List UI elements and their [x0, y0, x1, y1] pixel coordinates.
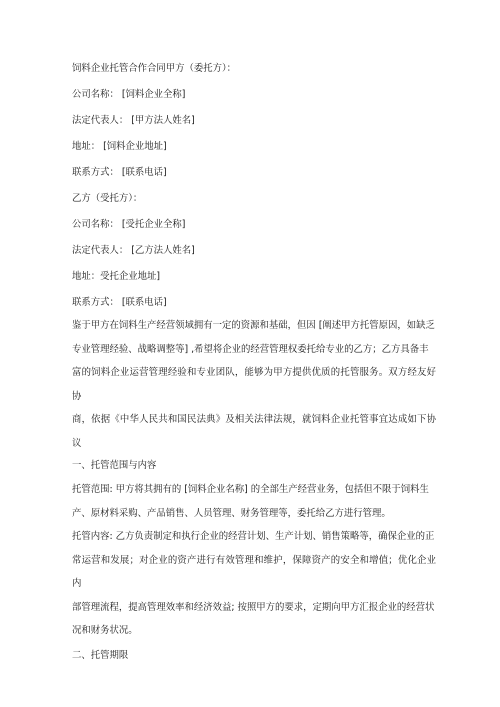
preamble-paragraph [72, 314, 436, 455]
section-1-title: 一、托管范围与内容 [72, 460, 157, 471]
content-line: 常运营和发展；对企业的资产进行有效管理和维护，保障资产的安全和增值；优化企业内 [72, 554, 436, 589]
preamble-line: 鉴于甲方在饲料生产经营领域拥有一定的资源和基础，但因 [阐述甲方托管原因，如缺乏 [72, 320, 435, 331]
party-a-company: 公司名称： [饲料企业全称] [72, 89, 186, 100]
party-b-representative: 法定代表人： [乙方法人姓名] [72, 245, 195, 256]
preamble-line: 专业管理经验、战略调整等] ,希望将企业的经营管理权委托给专业的乙方；乙方具备丰 [72, 343, 429, 355]
preamble-line: 商，依据《中华人民共和国民法典》及相关法律法规，就饲料企业托管事宜达成如下协议 [72, 414, 436, 449]
scope-paragraph [72, 478, 436, 525]
scope-line: 产、原材料采购、产品销售、人员管理、财务管理等，委托给乙方进行管理。 [72, 507, 391, 519]
party-b-address: 地址：受托企业地址] [72, 271, 161, 282]
document-page [72, 62, 436, 662]
document-title: 饲料企业托管合作合同甲方（委托方）： [72, 63, 237, 74]
preamble-line: 富的饲料企业运营管理经验和专业团队，能够为甲方提供优质的托管服务。双方经友好协 [72, 367, 436, 402]
content-paragraph [72, 525, 436, 643]
party-a-contact: 联系方式： [联系电话] [72, 167, 167, 178]
content-line: 况和财务状况。 [72, 625, 138, 636]
party-a-address: 地址： [饲料企业地址] [72, 141, 167, 152]
content-line: 托管内容: 乙方负责制定和执行企业的经营计划、生产计划、销售策略等，确保企业的正 [72, 531, 435, 542]
party-a-representative: 法定代表人： [甲方法人姓名] [72, 115, 195, 126]
party-b-contact: 联系方式： [联系电话] [72, 297, 167, 308]
section-2-title: 二、托管期限 [72, 649, 129, 661]
party-b-company: 公司名称： [受托企业全称] [72, 219, 186, 230]
scope-line: 托管范围: 甲方将其拥有的 [饲料企业名称] 的全部生产经营业务，包括但不限于饲料生 [72, 484, 429, 495]
content-line: 部管理流程，提高管理效率和经济效益; 按照甲方的要求，定期向甲方汇报企业的经营状 [72, 601, 435, 613]
party-b-label: 乙方（受托方）： [72, 193, 143, 204]
